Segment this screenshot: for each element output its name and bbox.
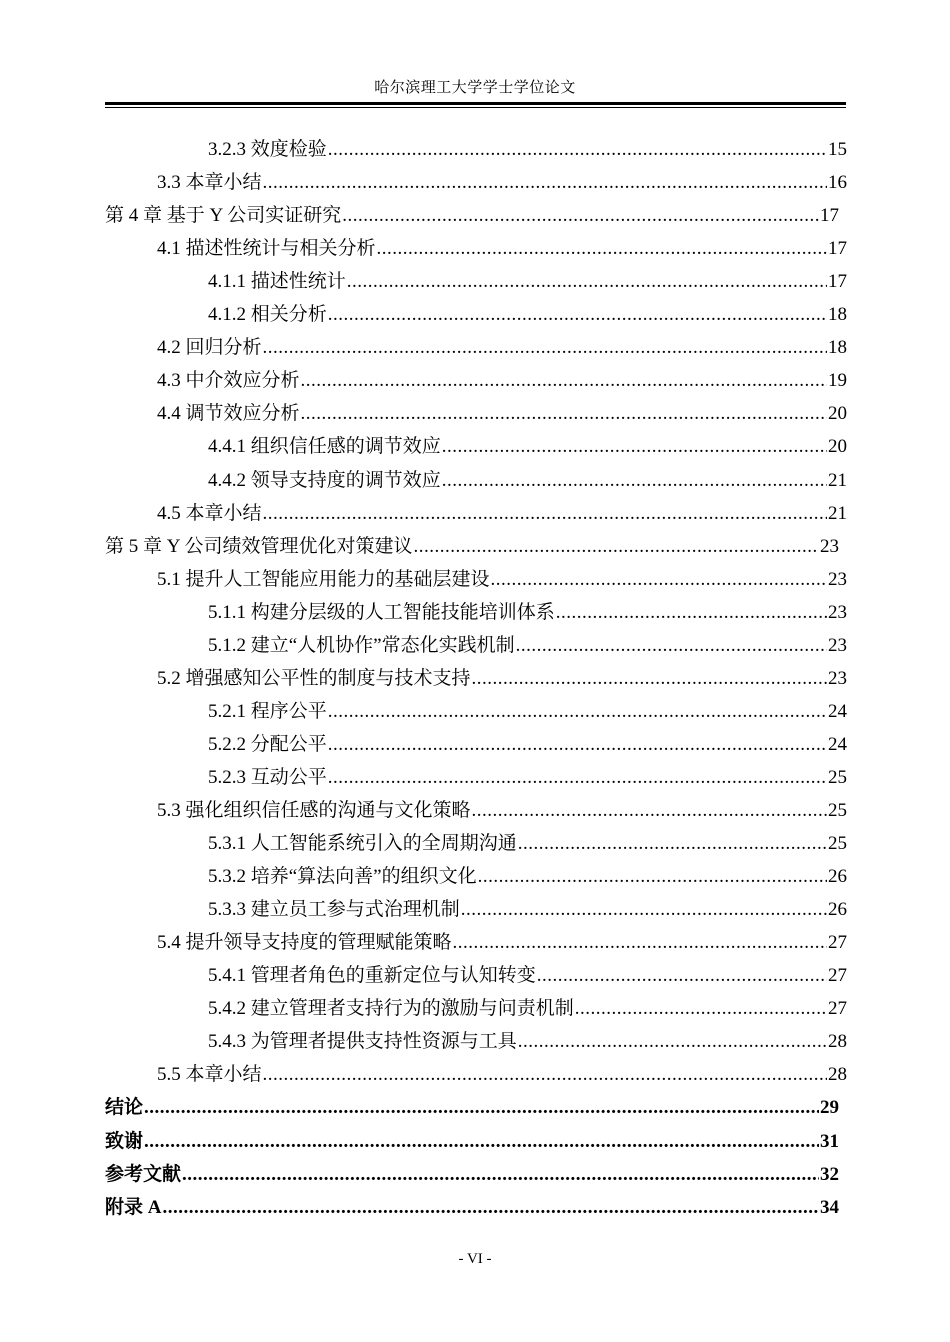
- toc-entry-page-number: 24: [828, 733, 847, 755]
- toc-dot-leader: [347, 265, 827, 298]
- toc-dot-leader: [263, 1058, 827, 1091]
- toc-entry-page-number: 27: [828, 998, 847, 1020]
- toc-entry-page-number: 21: [828, 469, 847, 491]
- toc-dot-leader: [342, 199, 819, 232]
- toc-entry-page-number: 17: [820, 205, 839, 227]
- toc-entry-page-number: 29: [820, 1097, 839, 1119]
- toc-entry-page-number: 23: [820, 535, 839, 557]
- toc-entry[interactable]: [157, 794, 847, 827]
- toc-entry-title: 附录 A: [105, 1196, 162, 1218]
- toc-entry-page-number: 34: [820, 1196, 839, 1218]
- toc-dot-leader: [328, 133, 827, 166]
- toc-entry[interactable]: [208, 827, 847, 860]
- toc-entry-page-number: 28: [828, 1031, 847, 1053]
- toc-entry-page-number: 23: [828, 634, 847, 656]
- toc-entry[interactable]: [105, 1191, 839, 1224]
- toc-entry-title: 5.2.1 程序公平: [208, 700, 327, 722]
- toc-entry-page-number: 32: [820, 1163, 839, 1185]
- toc-entry[interactable]: [208, 596, 847, 629]
- toc-entry-title: 5.3 强化组织信任感的沟通与文化策略: [157, 800, 471, 821]
- toc-entry-page-number: 20: [828, 403, 847, 425]
- toc-entry-page-number: 31: [820, 1130, 839, 1152]
- toc-entry-title: 5.1.2 建立“人机协作”常态化实践机制: [208, 634, 515, 656]
- toc-entry-page-number: 21: [828, 502, 847, 524]
- toc-dot-leader: [516, 629, 827, 662]
- toc-entry[interactable]: [157, 662, 847, 695]
- toc-entry-title: 4.1 描述性统计与相关分析: [157, 238, 376, 260]
- toc-entry[interactable]: [157, 364, 847, 397]
- toc-dot-leader: [461, 893, 827, 926]
- toc-entry-page-number: 23: [828, 568, 847, 590]
- toc-entry[interactable]: [208, 992, 847, 1025]
- toc-entry[interactable]: [208, 430, 847, 463]
- toc-entry-title: 5.2.3 互动公平: [208, 766, 327, 788]
- toc-entry-page-number: 20: [828, 436, 847, 458]
- toc-entry-title: 4.1.1 描述性统计: [208, 271, 346, 293]
- toc-entry-page-number: 24: [828, 700, 847, 722]
- toc-dot-leader: [328, 695, 827, 728]
- toc-entry-title: 5.1.1 构建分层级的人工智能技能培训体系: [208, 601, 555, 623]
- toc-entry[interactable]: [208, 728, 847, 761]
- toc-entry-title: 4.1.2 相关分析: [208, 304, 327, 326]
- toc-entry-page-number: 16: [828, 172, 847, 194]
- toc-entry[interactable]: [157, 1058, 847, 1091]
- toc-dot-leader: [442, 464, 827, 497]
- toc-entry-title: 4.4.1 组织信任感的调节效应: [208, 436, 441, 458]
- toc-entry-page-number: 26: [828, 899, 847, 921]
- toc-entry[interactable]: [208, 761, 847, 794]
- toc-entry-title: 5.3.3 建立员工参与式治理机制: [208, 899, 460, 921]
- toc-entry-page-number: 25: [828, 833, 847, 855]
- toc-entry-page-number: 17: [828, 271, 847, 293]
- toc-dot-leader: [442, 430, 827, 463]
- toc-entry[interactable]: [157, 397, 847, 430]
- toc-dot-leader: [301, 364, 827, 397]
- toc-entry-page-number: 27: [828, 965, 847, 987]
- toc-entry[interactable]: [105, 530, 839, 563]
- toc-dot-leader: [414, 530, 819, 563]
- toc-dot-leader: [575, 992, 827, 1025]
- toc-entry-title: 4.3 中介效应分析: [157, 370, 300, 392]
- toc-dot-leader: [537, 959, 827, 992]
- toc-entry-title: 3.3 本章小结: [157, 172, 262, 194]
- toc-entry-title: 5.3.1 人工智能系统引入的全周期沟通: [208, 833, 517, 855]
- toc-dot-leader: [162, 1191, 819, 1224]
- toc-dot-leader: [328, 298, 827, 331]
- running-header-title: 哈尔滨理工大学学士学位论文: [374, 80, 576, 96]
- toc-dot-leader: [377, 232, 827, 265]
- toc-entry-title: 4.2 回归分析: [157, 337, 262, 359]
- toc-dot-leader: [144, 1091, 819, 1124]
- toc-entry-title: 5.2.2 分配公平: [208, 733, 327, 755]
- toc-entry-title: 5.4 提升领导支持度的管理赋能策略: [157, 932, 452, 954]
- toc-entry-title: 4.4 调节效应分析: [157, 403, 300, 425]
- toc-entry[interactable]: [208, 629, 847, 662]
- toc-entry[interactable]: [208, 959, 847, 992]
- toc-entry[interactable]: [105, 1091, 839, 1124]
- toc-entry-page-number: 19: [828, 370, 847, 392]
- toc-dot-leader: [263, 497, 827, 530]
- toc-entry[interactable]: [208, 860, 847, 893]
- toc-dot-leader: [182, 1158, 819, 1191]
- toc-entry-page-number: 28: [828, 1064, 847, 1086]
- toc-dot-leader: [478, 860, 827, 893]
- toc-dot-leader: [263, 166, 827, 199]
- toc-entry-title: 致谢: [105, 1130, 144, 1152]
- toc-entry-title: 3.2.3 效度检验: [208, 139, 327, 160]
- toc-entry[interactable]: [157, 497, 847, 530]
- toc-dot-leader: [453, 926, 827, 959]
- toc-entry-page-number: 18: [828, 304, 847, 326]
- toc-entry-page-number: 15: [828, 139, 847, 160]
- toc-entry[interactable]: [208, 133, 847, 166]
- toc-entry[interactable]: [208, 265, 847, 298]
- toc-entry-page-number: 18: [828, 337, 847, 359]
- toc-entry-title: 参考文献: [105, 1163, 182, 1185]
- toc-dot-leader: [144, 1125, 819, 1158]
- toc-entry-page-number: 23: [828, 667, 847, 689]
- toc-entry-title: 第 5 章 Y 公司绩效管理优化对策建议: [105, 535, 413, 557]
- toc-entry-title: 5.4.3 为管理者提供支持性资源与工具: [208, 1031, 517, 1053]
- toc-entry[interactable]: [208, 1025, 847, 1058]
- toc-dot-leader: [556, 596, 827, 629]
- toc-dot-leader: [328, 728, 827, 761]
- toc-entry-title: 5.3.2 培养“算法向善”的组织文化: [208, 866, 477, 888]
- header-rule-thick: [105, 102, 846, 105]
- toc-entry-page-number: 23: [828, 601, 847, 623]
- toc-entry-title: 5.4.2 建立管理者支持行为的激励与问责机制: [208, 998, 574, 1020]
- toc-entry[interactable]: [208, 464, 847, 497]
- toc-entry[interactable]: [157, 331, 847, 364]
- toc-entry[interactable]: [157, 232, 847, 265]
- toc-entry-page-number: 26: [828, 866, 847, 888]
- toc-entry[interactable]: [208, 893, 847, 926]
- toc-entry[interactable]: [105, 199, 839, 232]
- toc-dot-leader: [472, 794, 827, 827]
- toc-entry-title: 4.4.2 领导支持度的调节效应: [208, 469, 441, 491]
- toc-dot-leader: [301, 397, 827, 430]
- toc-entry-title: 5.5 本章小结: [157, 1064, 262, 1086]
- toc-entry[interactable]: [105, 1125, 839, 1158]
- toc-entry-page-number: 25: [828, 800, 847, 821]
- toc-entry-title: 5.1 提升人工智能应用能力的基础层建设: [157, 568, 490, 590]
- toc-entry-title: 5.4.1 管理者角色的重新定位与认知转变: [208, 965, 536, 987]
- header-rule-thin: [105, 107, 846, 108]
- toc-entry-page-number: 27: [828, 932, 847, 954]
- toc-entry-title: 第 4 章 基于 Y 公司实证研究: [105, 205, 342, 227]
- toc-dot-leader: [491, 563, 827, 596]
- toc-entry[interactable]: [157, 166, 847, 199]
- toc-dot-leader: [472, 662, 827, 695]
- toc-entry-title: 结论: [105, 1097, 144, 1119]
- toc-entry[interactable]: [157, 926, 847, 959]
- toc-entry-page-number: 25: [828, 766, 847, 788]
- toc-entry-page-number: 17: [828, 238, 847, 260]
- footer-page-number: - VI -: [458, 1251, 492, 1267]
- toc-dot-leader: [518, 1025, 827, 1058]
- toc-entry[interactable]: [105, 1158, 839, 1191]
- toc-entry-title: 5.2 增强感知公平性的制度与技术支持: [157, 667, 471, 689]
- toc-dot-leader: [263, 331, 827, 364]
- toc-entry[interactable]: [208, 298, 847, 331]
- toc-entry[interactable]: [157, 563, 847, 596]
- toc-dot-leader: [328, 761, 827, 794]
- toc-dot-leader: [518, 827, 827, 860]
- toc-entry[interactable]: [208, 695, 847, 728]
- toc-entry-title: 4.5 本章小结: [157, 502, 262, 524]
